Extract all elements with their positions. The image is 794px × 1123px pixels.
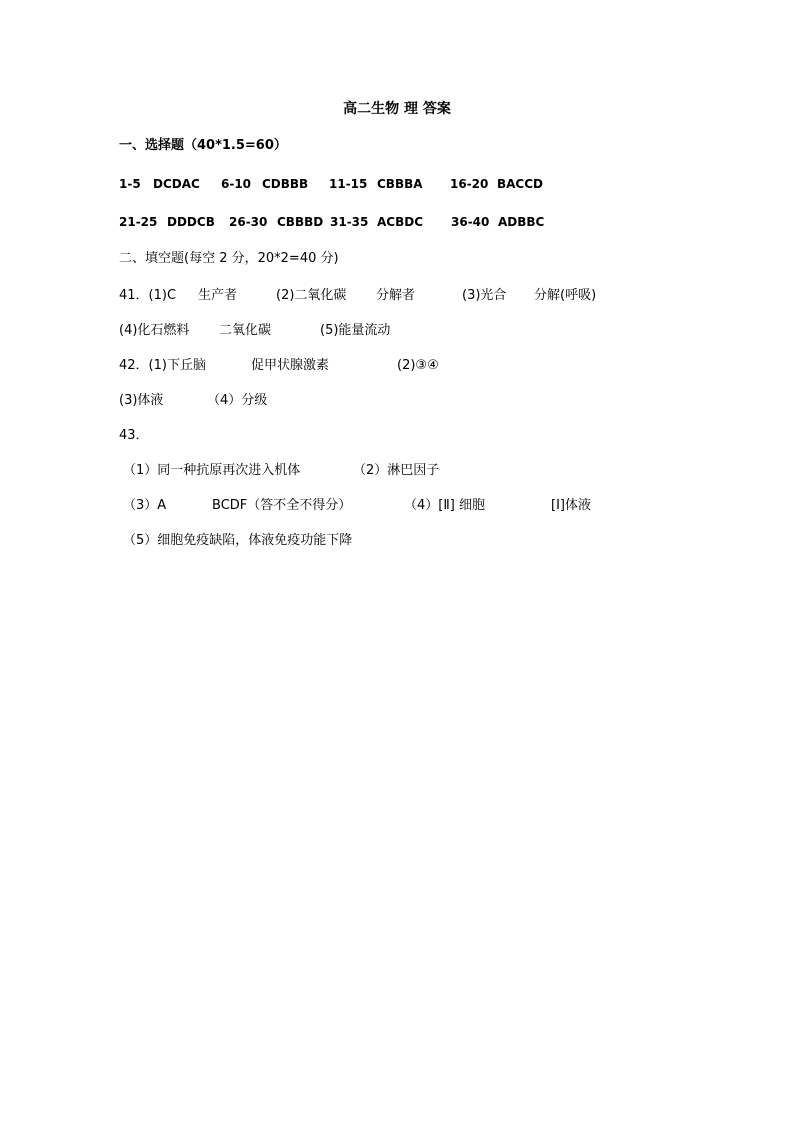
mc-answer: CDBBB [262, 177, 309, 191]
mc-answer: CBBBA [377, 177, 423, 191]
q43-part: （1）同一种抗原再次进入机体 [123, 463, 301, 478]
q43-part: （2）淋巴因子 [353, 463, 440, 478]
q41-part: 生产者 [198, 288, 238, 303]
page-title: 高二生物 理 答案 [343, 101, 451, 117]
section1-heading: 一、选择题（40*1.5=60） [119, 138, 287, 153]
q42-part: (2)③④ [397, 358, 439, 373]
mc-answer: DDDCB [167, 215, 215, 229]
q43-part: （4）[Ⅱ] 细胞 [404, 498, 485, 513]
q41-part: (3)光合 [462, 288, 507, 303]
q41-part: 二氧化碳 [219, 323, 272, 338]
q41-part: (2)二氧化碳 [276, 288, 347, 303]
q42-part: 42．(1)下丘脑 [119, 358, 206, 373]
q43-part: （3）A [123, 498, 167, 513]
mc-answer: BACCD [497, 177, 544, 191]
mc-range: 26-30 [229, 215, 268, 229]
mc-range: 11-15 [329, 177, 368, 191]
section2-heading: 二、填空题(每空 2 分，20*2=40 分) [119, 251, 339, 266]
q42-part: 促甲状腺激素 [251, 358, 330, 373]
q41-part: 分解(呼吸) [534, 288, 597, 303]
q41-part: (5)能量流动 [320, 323, 391, 338]
q43-number: 43． [119, 428, 149, 443]
q42-part: （4）分级 [207, 393, 268, 408]
q43-part: （5）细胞免疫缺陷，体液免疫功能下降 [123, 533, 353, 548]
mc-range: 16-20 [450, 177, 489, 191]
q43-part: [Ⅰ]体液 [551, 498, 591, 513]
mc-answer: ACBDC [377, 215, 424, 229]
mc-range: 1-5 [119, 177, 141, 191]
q43-part: BCDF（答不全不得分） [212, 498, 352, 513]
mc-answer: DCDAC [153, 177, 200, 191]
mc-range: 36-40 [451, 215, 490, 229]
q41-part: (4)化石燃料 [119, 323, 190, 338]
q42-part: (3)体液 [119, 393, 164, 408]
mc-range: 6-10 [221, 177, 252, 191]
mc-range: 31-35 [330, 215, 369, 229]
mc-answer: ADBBC [498, 215, 545, 229]
q41-part: 41．(1)C [119, 288, 177, 303]
q41-part: 分解者 [376, 288, 416, 303]
mc-range: 21-25 [119, 215, 158, 229]
mc-answer: CBBBD [277, 215, 324, 229]
